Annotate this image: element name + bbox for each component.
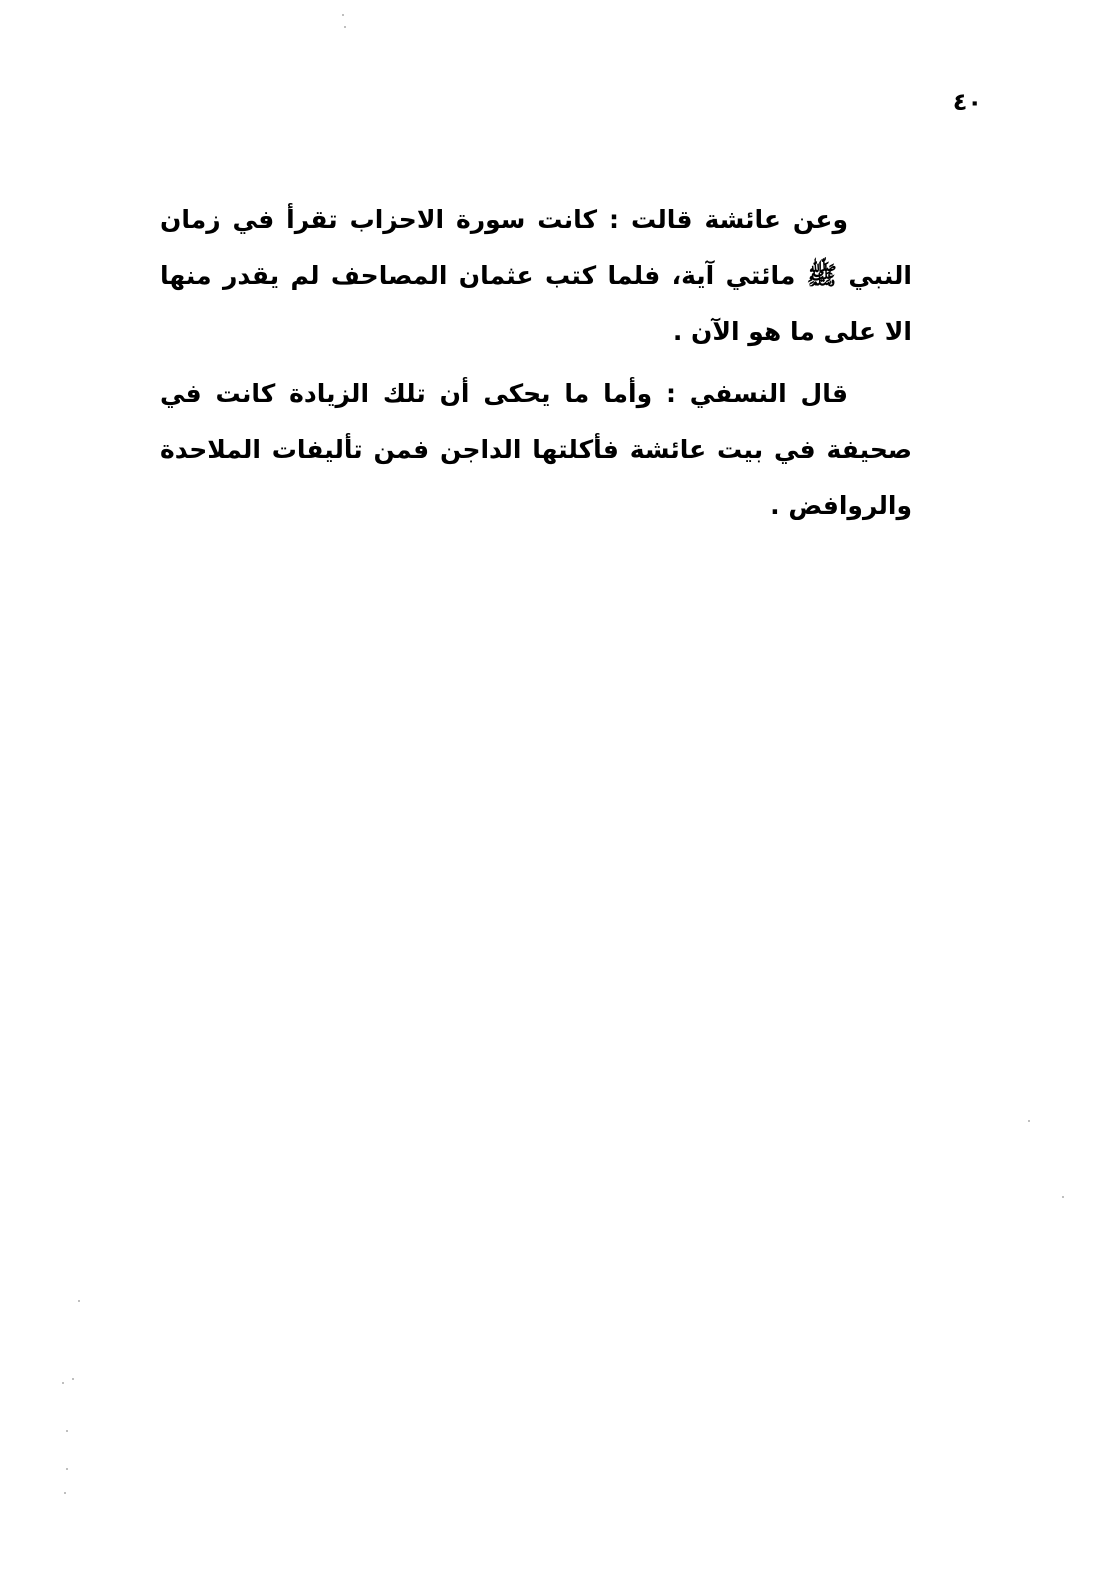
scan-speck	[1062, 1196, 1064, 1198]
scan-speck	[344, 26, 346, 28]
scan-speck	[342, 14, 344, 16]
scan-speck	[66, 1468, 68, 1470]
paragraph-nasafi-comment: قال النسفي : وأما ما يحكى أن تلك الزيادة كانت في صحيفة في بيت عائشة فأكلتها الداجن فمن تأليفات الملاحدة والروافض .	[160, 379, 912, 520]
scan-speck	[66, 1430, 68, 1432]
paragraph-aisha-narration: وعن عائشة قالت : كانت سورة الاحزاب تقرأ في زمان النبي ﷺ مائتي آية، فلما كتب عثمان المصاحف لم يقدر منها الا على ما هو الآن .	[160, 205, 912, 346]
scan-speck	[72, 1378, 74, 1380]
scan-speck	[78, 1300, 80, 1302]
scan-speck	[62, 1382, 64, 1384]
scan-speck	[1028, 1120, 1030, 1122]
body-text	[160, 192, 912, 540]
page-number: ٤٠	[952, 88, 982, 116]
scan-speck	[64, 1492, 66, 1494]
